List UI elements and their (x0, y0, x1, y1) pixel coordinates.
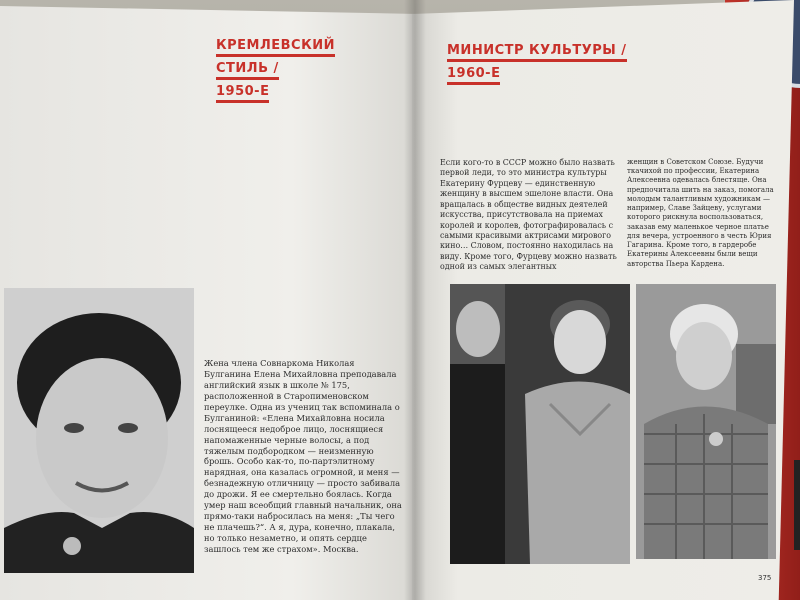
right-section-heading (447, 43, 627, 89)
left-page-paragraph: Жена члена Совнаркома Николая Булганина Елена Михайловна преподавала английский язык в школе № 175, расположенной в Старопименовском переулке. Одна из учениц так вспоминала о Булганиной: «Елена Михайловна носила лоснящееся недоброе лицо, лоснящиеся напомаженные черные волосы, а под тяжелым подбородком — неизменную брошь. Особо как-то, по-партэлитному нарядная, она казалась огромной, и меня — безнадежную отличницу — просто забивала до дрожи. Я ее смертельно боялась. Когда умер наш всеобщий главный начальник, она прямо-таки набросилась на меня: „Ты чего не плачешь?“. А я, дура, конечно, плакала, но только незаметно, и опять сердце зашлось тем же страхом». Москва. (204, 358, 402, 554)
portrait-photo-bulganina (4, 288, 194, 573)
right-heading-line-2: 1960-Е (447, 66, 500, 85)
page-number: 375 (758, 574, 772, 582)
left-heading-line-3: 1950-Е (216, 84, 269, 103)
left-heading-line-2: СТИЛЬ / (216, 61, 279, 80)
left-section-heading (216, 38, 335, 107)
photo-furtseva-2 (636, 284, 776, 559)
left-heading-line-1: КРЕМЛЕВСКИЙ (216, 38, 335, 57)
book-spine (404, 0, 426, 600)
right-page-paragraph-column-2: женщин в Советском Союзе. Будучи ткачихой по профессии, Екатерина Алексеевна одевалась блестяще. Она предпочитала шить на заказ, помогала молодым талантливым художникам — например, Славе Зайцеву, услугами которого рискнула воспользоваться, заказав ему маленькое черное платье для вечера, устроенного в честь Юрия Гагарина. Кроме того, в гардеробе Екатерины Алексеевны были вещи авторства Пьера Кардена. (627, 158, 774, 268)
photo-furtseva-1 (450, 284, 630, 564)
right-page-paragraph-column-1: Если кого-то в СССР можно было назвать первой леди, то это министра культуры Екатерину Фурцеву — единственную женщину в высшем эшелоне власти. Она вращалась в обществе видных деятелей искусства, присутствовала на приемах королей и королев, фотографировалась с самыми красивыми актрисами мирового кино… Словом, постоянно находилась на виду. Кроме того, Фурцеву можно назвать одной из самых элегантных (440, 158, 617, 272)
page-edge-tab (794, 460, 800, 550)
right-heading-line-1: МИНИСТР КУЛЬТУРЫ / (447, 43, 627, 62)
